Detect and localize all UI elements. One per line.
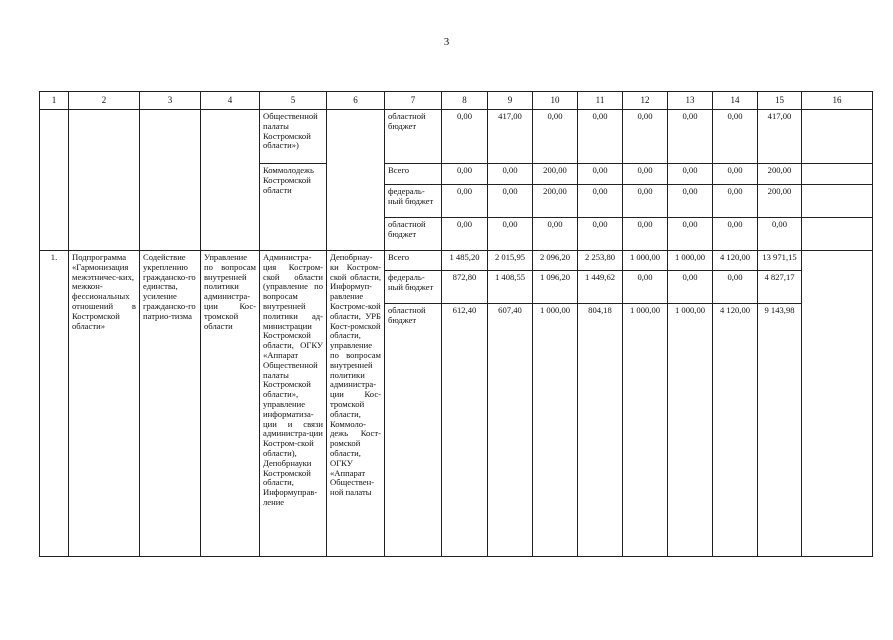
- header-cell: 9: [488, 92, 533, 110]
- value-cell: 0,00: [442, 110, 488, 164]
- source-label: областной бюджет: [385, 304, 442, 557]
- value-cell: 0,00: [442, 185, 488, 218]
- value-cell: 1 000,00: [533, 304, 578, 557]
- value-cell: 872,80: [442, 271, 488, 304]
- cell-empty: [69, 110, 140, 251]
- value-cell: 0,00: [668, 110, 713, 164]
- header-cell: 15: [758, 92, 802, 110]
- value-cell: 1 000,00: [668, 304, 713, 557]
- header-cell: 7: [385, 92, 442, 110]
- value-cell: 417,00: [488, 110, 533, 164]
- participant-cell: Депобрнау-ки Костром-ской области, Информуп-равление Костромс-кой области, УРБ Кост-ромской области, управление по вопросам внутренней политики администра-ции Кос-тромской области, Коммоло-дежь Кост-ромской области, ОГКУ «Аппарат Обществен-ной палаты: [327, 251, 385, 557]
- source-label: федераль-ный бюджет: [385, 185, 442, 218]
- value-cell: 1 000,00: [668, 251, 713, 271]
- header-cell: 8: [442, 92, 488, 110]
- responsible-cell: Управление по вопросам внутренней политики администра-ции Кос-тромской области: [201, 251, 260, 557]
- value-cell: 0,00: [713, 185, 758, 218]
- header-cell: 11: [578, 92, 623, 110]
- source-label: федераль-ный бюджет: [385, 271, 442, 304]
- value-cell: 417,00: [758, 110, 802, 164]
- cell-empty: [802, 218, 873, 251]
- value-cell: 4 827,17: [758, 271, 802, 304]
- value-cell: 0,00: [488, 218, 533, 251]
- value-cell: 1 485,20: [442, 251, 488, 271]
- value-cell: 0,00: [713, 218, 758, 251]
- value-cell: 200,00: [533, 185, 578, 218]
- value-cell: 0,00: [488, 185, 533, 218]
- value-cell: 0,00: [623, 271, 668, 304]
- value-cell: 200,00: [533, 164, 578, 185]
- cell-empty: [327, 110, 385, 251]
- header-cell: 12: [623, 92, 668, 110]
- value-cell: 2 253,80: [578, 251, 623, 271]
- value-cell: 0,00: [668, 185, 713, 218]
- value-cell: 0,00: [533, 110, 578, 164]
- value-cell: 1 000,00: [623, 304, 668, 557]
- header-row: [40, 92, 873, 110]
- value-cell: 1 408,55: [488, 271, 533, 304]
- value-cell: 0,00: [533, 218, 578, 251]
- value-cell: 0,00: [578, 185, 623, 218]
- value-cell: 2 015,95: [488, 251, 533, 271]
- source-label: Всего: [385, 251, 442, 271]
- value-cell: 0,00: [442, 218, 488, 251]
- header-cell: 10: [533, 92, 578, 110]
- cell-empty: [40, 110, 69, 251]
- value-cell: 0,00: [488, 164, 533, 185]
- value-cell: 9 143,98: [758, 304, 802, 557]
- header-cell: 3: [140, 92, 201, 110]
- subprogram-name: Подпрограмма «Гармонизация межэтничес-ких, межкон-фессиональных отношений в Костромской области»: [69, 251, 140, 557]
- value-cell: 1 096,20: [533, 271, 578, 304]
- value-cell: 1 449,62: [578, 271, 623, 304]
- cell-empty: [802, 164, 873, 185]
- value-cell: 612,40: [442, 304, 488, 557]
- value-cell: 804,18: [578, 304, 623, 557]
- value-cell: 0,00: [758, 218, 802, 251]
- table-row: [40, 110, 873, 164]
- header-cell: 6: [327, 92, 385, 110]
- header-cell: 13: [668, 92, 713, 110]
- value-cell: 0,00: [578, 110, 623, 164]
- value-cell: 0,00: [623, 185, 668, 218]
- value-cell: 0,00: [713, 110, 758, 164]
- header-cell: 2: [69, 92, 140, 110]
- cell-empty: [201, 110, 260, 251]
- page-number: 3: [443, 36, 450, 48]
- value-cell: 0,00: [668, 271, 713, 304]
- cell-empty: [802, 251, 873, 557]
- executor-cell: Коммолодежь Костромской области: [260, 164, 327, 251]
- header-cell: 5: [260, 92, 327, 110]
- source-label: Всего: [385, 164, 442, 185]
- value-cell: 13 971,15: [758, 251, 802, 271]
- cell-empty: [802, 110, 873, 164]
- value-cell: 2 096,20: [533, 251, 578, 271]
- value-cell: 0,00: [578, 164, 623, 185]
- budget-table: [39, 91, 873, 557]
- source-label: областной бюджет: [385, 110, 442, 164]
- header-cell: 1: [40, 92, 69, 110]
- value-cell: 0,00: [623, 218, 668, 251]
- coexecutor-cell: Администра-ция Костром-ской области (управление по вопросам внутренней политики ад-министрации Костромской области, ОГКУ «Аппарат Общественной палаты Костромской области», управление информатиза-ции и связи администра-ции Костром-ской области), Депобрнауки Костромской области, Информуправ-ление: [260, 251, 327, 557]
- value-cell: 0,00: [713, 271, 758, 304]
- value-cell: 200,00: [758, 164, 802, 185]
- header-cell: 4: [201, 92, 260, 110]
- value-cell: 0,00: [668, 218, 713, 251]
- value-cell: 0,00: [623, 164, 668, 185]
- value-cell: 0,00: [623, 110, 668, 164]
- value-cell: 0,00: [578, 218, 623, 251]
- header-cell: 14: [713, 92, 758, 110]
- cell-empty: [802, 185, 873, 218]
- value-cell: 607,40: [488, 304, 533, 557]
- value-cell: 0,00: [668, 164, 713, 185]
- value-cell: 0,00: [442, 164, 488, 185]
- cell-empty: [140, 110, 201, 251]
- header-cell: 16: [802, 92, 873, 110]
- table-row: [40, 251, 873, 271]
- value-cell: 200,00: [758, 185, 802, 218]
- executor-cell: Общественной палаты Костромской области»): [260, 110, 327, 164]
- row-number: 1.: [40, 251, 69, 557]
- value-cell: 1 000,00: [623, 251, 668, 271]
- goal-cell: Содействие укреплению гражданско-го единства, усиление гражданско-го патрио-тизма: [140, 251, 201, 557]
- value-cell: 4 120,00: [713, 304, 758, 557]
- source-label: областной бюджет: [385, 218, 442, 251]
- value-cell: 4 120,00: [713, 251, 758, 271]
- value-cell: 0,00: [713, 164, 758, 185]
